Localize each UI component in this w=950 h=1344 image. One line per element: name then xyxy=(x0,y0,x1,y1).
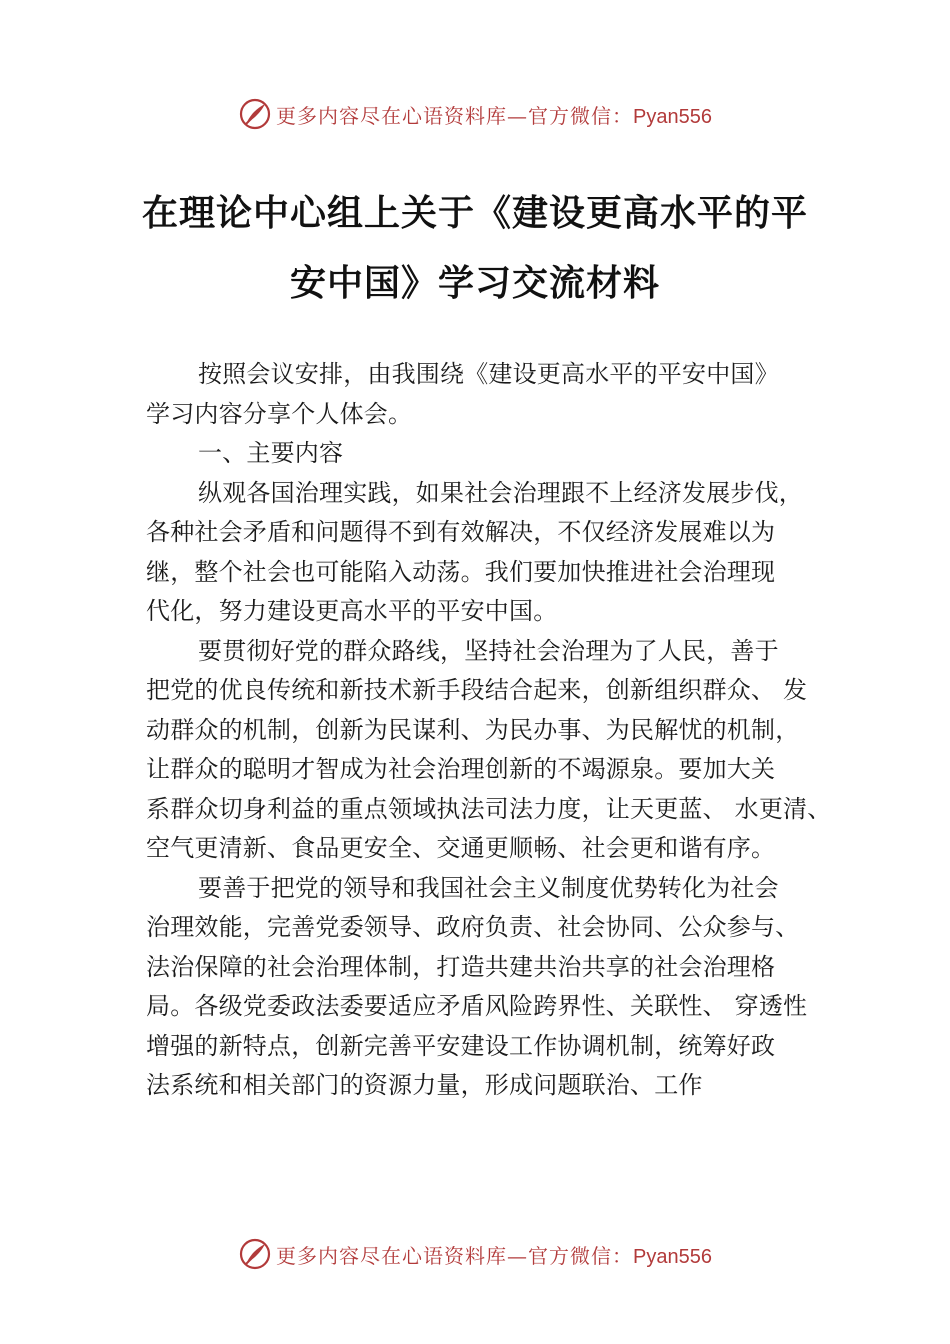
body-line: 各种社会矛盾和问题得不到有效解决，不仅经济发展难以为 xyxy=(146,518,776,546)
body-line: 继，整个社会也可能陷入动荡。我们要加快推进社会治理现 xyxy=(146,557,776,586)
quill-pen-seal-icon xyxy=(238,97,272,131)
body-line: 纵观各国治理实践，如果社会治理跟不上经济发展步伐， xyxy=(198,478,803,507)
body-line: 局。各级党委政法委要适应矛盾风险跨界性、关联性、 穿透性 xyxy=(146,992,808,1020)
body-line: 治理效能，完善党委领导、政府负责、社会协同、公众参与、 xyxy=(146,913,800,941)
title-line-1: 在理论中心组上关于《建设更高水平的平 xyxy=(141,192,808,234)
quill-pen-seal-icon xyxy=(238,1237,272,1271)
body-line: 动群众的机制，创新为民谋利、为民办事、为民解忧的机制， xyxy=(146,715,800,744)
footer-banner-text: 更多内容尽在心语资料库—官方微信：Pyan556 xyxy=(276,1243,712,1268)
body-line: 学习内容分享个人体会。 xyxy=(146,399,413,428)
body-line: 让群众的聪明才智成为社会治理创新的不竭源泉。要加大关 xyxy=(146,755,776,783)
body-line: 把党的优良传统和新技术新手段结合起来，创新组织群众、 发 xyxy=(146,676,808,704)
body-line: 要贯彻好党的群众路线，坚持社会治理为了人民，善于 xyxy=(198,636,779,665)
header-banner xyxy=(0,94,950,134)
footer-banner xyxy=(0,1234,950,1274)
section-heading: 一、主要内容 xyxy=(198,439,344,467)
body-line: 代化，努力建设更高水平的平安中国。 xyxy=(146,597,558,625)
body-line: 按照会议安排，由我围绕《建设更高水平的平安中国》 xyxy=(198,360,779,388)
body-line: 系群众切身利益的重点领域执法司法力度，让天更蓝、 水更清、 xyxy=(146,794,832,823)
body-line: 法治保障的社会治理体制，打造共建共治共享的社会治理格 xyxy=(146,952,776,981)
body-line: 空气更清新、食品更安全、交通更顺畅、社会更和谐有序。 xyxy=(146,834,776,862)
header-wechat-handle: Pyan556 xyxy=(633,105,712,128)
title-line-2: 安中国》学习交流材料 xyxy=(289,262,660,304)
body-line: 要善于把党的领导和我国社会主义制度优势转化为社会 xyxy=(198,873,779,902)
document-title xyxy=(0,178,950,318)
header-banner-text: 更多内容尽在心语资料库—官方微信：Pyan556 xyxy=(276,103,712,128)
body-line: 法系统和相关部门的资源力量，形成问题联治、工作 xyxy=(146,1071,703,1099)
footer-wechat-handle: Pyan556 xyxy=(633,1245,712,1268)
body-line: 增强的新特点，创新完善平安建设工作协调机制，统筹好政 xyxy=(146,1031,776,1060)
document-body xyxy=(146,355,836,1106)
